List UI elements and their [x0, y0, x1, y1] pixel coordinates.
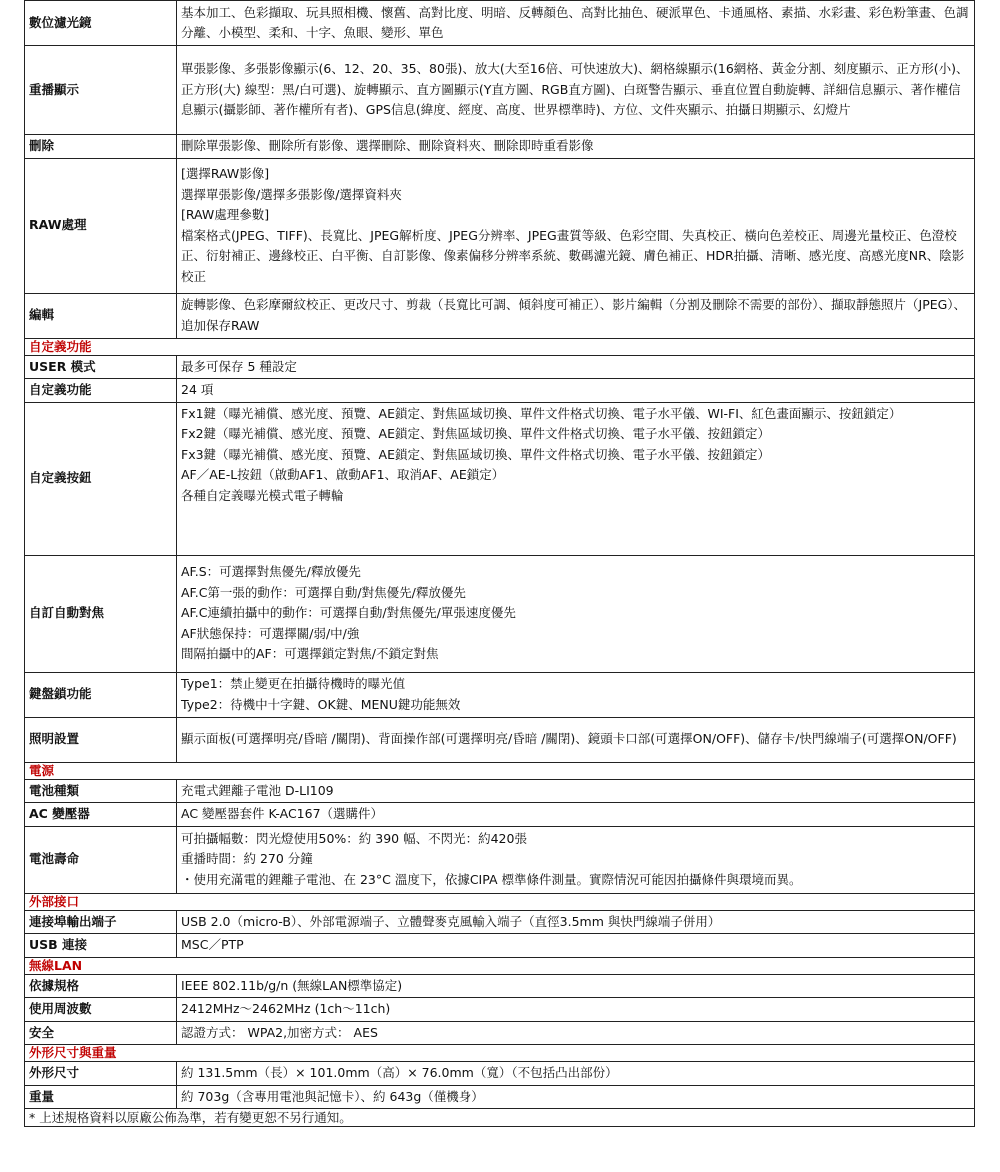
spec-label: 照明設置: [25, 717, 177, 762]
spec-label: 依據規格: [25, 974, 177, 998]
spec-value: [177, 1, 975, 46]
spec-value-line: 間隔拍攝中的AF：可選擇鎖定對焦/不鎖定對焦: [181, 646, 439, 662]
spec-row: [25, 135, 975, 159]
spec-row: [25, 1021, 975, 1045]
spec-value-line: 認證方式： WPA2,加密方式： AES: [181, 1024, 378, 1040]
spec-value-line: 24 項: [181, 382, 214, 397]
spec-value: [177, 826, 975, 893]
spec-value: [177, 46, 975, 135]
section-heading-row: [25, 762, 975, 779]
spec-row: [25, 555, 975, 672]
spec-value-line: 最多可保存 5 種設定: [181, 358, 297, 374]
spec-row: [25, 46, 975, 135]
spec-label: 數位濾光鏡: [25, 1, 177, 46]
section-heading-row: [25, 1045, 975, 1062]
spec-value-line: Type1：禁止變更在拍攝待機時的曝光值: [181, 676, 406, 691]
spec-value-line: Fx2鍵（曝光補償、感光度、預覽、AE鎖定、對焦區域切換、單件文件格式切換、電子水平儀、按鈕鎖定）: [181, 426, 770, 441]
spec-value-line: AC 變壓器套件 K-AC167（選購件）: [181, 806, 384, 821]
spec-label: USB 連接: [25, 934, 177, 958]
spec-row: [25, 910, 975, 934]
spec-label: 電池壽命: [25, 826, 177, 893]
spec-value: [177, 355, 975, 379]
spec-value: [177, 158, 975, 293]
spec-label: 重量: [25, 1085, 177, 1109]
spec-value: [177, 717, 975, 762]
spec-value-line: [RAW處理參數]: [181, 207, 270, 222]
spec-value-line: 重播時間：約 270 分鐘: [181, 851, 313, 867]
spec-table: [24, 0, 975, 1127]
spec-value-line: AF.S：可選擇對焦優先/釋放優先: [181, 564, 361, 580]
spec-row: [25, 293, 975, 338]
section-heading-row: [25, 338, 975, 355]
spec-value: [177, 1062, 975, 1086]
spec-value-line: 可拍攝幅數：閃光燈使用50%：約 390 幅、不閃光：約420張: [181, 830, 527, 846]
spec-value: [177, 1021, 975, 1045]
spec-row: [25, 1, 975, 46]
spec-value: [177, 974, 975, 998]
spec-row: [25, 355, 975, 379]
spec-value-line: 旋轉影像、色彩摩爾紋校正、更改尺寸、剪裁（長寬比可調、傾斜度可補正）、影片編輯（分割及刪除不需要的部份）、擷取靜態照片（JPEG）、追加保存RAW: [181, 297, 967, 333]
spec-row: [25, 1062, 975, 1086]
section-heading-row: [25, 957, 975, 974]
spec-label: 電池種類: [25, 779, 177, 803]
spec-row: [25, 158, 975, 293]
footnote: * 上述規格資料以原廠公佈為準，若有變更恕不另行通知。: [25, 1109, 975, 1127]
spec-value-line: 顯示面板(可選擇明亮/昏暗 /關閉)、背面操作部(可選擇明亮/昏暗 /關閉)、鏡頭卡口部(可選擇ON/OFF)、儲存卡/快門線端子(可選擇ON/OFF): [181, 731, 957, 747]
spec-value-line: 基本加工、色彩擷取、玩具照相機、懷舊、高對比度、明暗、反轉顏色、高對比抽色、硬派單色、卡通風格、素描、水彩畫、彩色粉筆畫、色調分離、小模型、柔和、十字、魚眼、變形、單色: [181, 4, 969, 40]
spec-table-body: [25, 1, 975, 1127]
spec-value: [177, 135, 975, 159]
section-heading: 外部接口: [25, 893, 975, 910]
spec-label: 自訂自動對焦: [25, 555, 177, 672]
spec-label: 自定義功能: [25, 379, 177, 403]
spec-value-line: 約 703g（含專用電池與記憶卡）、約 643g（僅機身）: [181, 1088, 484, 1104]
spec-value-line: 選擇單張影像/選擇多張影像/選擇資料夾: [181, 186, 402, 202]
section-heading: 外形尺寸與重量: [25, 1045, 975, 1062]
spec-value-line: AF／AE-L按鈕（啟動AF1、啟動AF1、取消AF、AE鎖定）: [181, 467, 505, 482]
spec-row: [25, 974, 975, 998]
spec-label: AC 變壓器: [25, 803, 177, 827]
spec-value: [177, 998, 975, 1022]
spec-value: [177, 779, 975, 803]
spec-label: 自定義按鈕: [25, 402, 177, 555]
spec-value-line: AF狀態保持：可選擇關/弱/中/強: [181, 625, 360, 641]
spec-value-line: 刪除單張影像、刪除所有影像、選擇刪除、刪除資料夾、刪除即時重看影像: [181, 138, 594, 153]
spec-value-line: Type2：待機中十字鍵、OK鍵、MENU鍵功能無效: [181, 696, 461, 712]
section-heading: 無線LAN: [25, 957, 975, 974]
spec-label: 使用周波數: [25, 998, 177, 1022]
spec-row: [25, 1085, 975, 1109]
spec-value: [177, 672, 975, 717]
spec-row: [25, 779, 975, 803]
spec-value: [177, 803, 975, 827]
spec-value-line: 檔案格式(JPEG、TIFF)、長寬比、JPEG解析度、JPEG分辨率、JPEG畫質等級、色彩空間、失真校正、橫向色差校正、周邊光量校正、色澄校正、衍射補正、邊緣校正、白平衡、自訂影像、像素偏移分辨率系統、數碼濾光鏡、膚色補正、HDR拍攝、清晰、感光度、高感光度NR、陰影校正: [181, 227, 965, 284]
spec-row: [25, 934, 975, 958]
spec-label: 編輯: [25, 293, 177, 338]
spec-label: RAW處理: [25, 158, 177, 293]
spec-value: [177, 402, 975, 555]
spec-value-line: 單張影像、多張影像顯示(6、12、20、35、80張)、放大(大至16倍、可快速放大)、網格線顯示(16網格、黃金分割、刻度顯示、正方形(小)、正方形(大) 線型：黑/白可選)、旋轉顯示、直方圖顯示(Y直方圖、RGB直方圖)、白斑警告顯示、垂直位置自動旋轉、詳細信息顯示、著作權信息顯示(攝影師、著作權所有者)、GPS信息(緯度、經度、高度、世界標準時)、方位、文件夾顯示、拍攝日期顯示、幻燈片: [181, 61, 969, 118]
spec-value-line: MSC／PTP: [181, 937, 244, 952]
spec-label: 連接埠輸出端子: [25, 910, 177, 934]
spec-value-line: Fx1鍵（曝光補償、感光度、預覽、AE鎖定、對焦區域切換、單件文件格式切換、電子水平儀、WI-FI、紅色畫面顯示、按鈕鎖定）: [181, 405, 902, 421]
spec-row: [25, 379, 975, 403]
spec-label: USER 模式: [25, 355, 177, 379]
spec-value-line: AF.C第一張的動作：可選擇自動/對焦優先/釋放優先: [181, 584, 466, 600]
spec-row: [25, 803, 975, 827]
spec-label: 安全: [25, 1021, 177, 1045]
spec-value-line: 約 131.5mm（長）× 101.0mm（高）× 76.0mm（寬）（不包括凸出部份）: [181, 1065, 618, 1080]
spec-value: [177, 1085, 975, 1109]
spec-value: [177, 910, 975, 934]
spec-row: [25, 402, 975, 555]
spec-row: [25, 717, 975, 762]
spec-value: [177, 555, 975, 672]
spec-label: 刪除: [25, 135, 177, 159]
spec-value: [177, 293, 975, 338]
section-heading-row: [25, 893, 975, 910]
spec-value-line: Fx3鍵（曝光補償、感光度、預覽、AE鎖定、對焦區域切換、單件文件格式切換、電子水平儀、按鈕鎖定）: [181, 446, 770, 462]
spec-value-line: IEEE 802.11b/g/n (無線LAN標準協定): [181, 977, 403, 993]
spec-row: [25, 672, 975, 717]
spec-label: 鍵盤鎖功能: [25, 672, 177, 717]
spec-row: [25, 826, 975, 893]
footnote-row: [25, 1109, 975, 1127]
spec-value-line: [選擇RAW影像]: [181, 166, 270, 181]
spec-value-line: USB 2.0（micro-B）、外部電源端子、立體聲麥克風輸入端子（直徑3.5mm 與快門線端子併用）: [181, 913, 721, 929]
spec-value-line: 2412MHz～2462MHz (1ch～11ch): [181, 1001, 391, 1016]
spec-value-line: 各種自定義曝光模式電子轉輪: [181, 487, 344, 503]
spec-label: 外形尺寸: [25, 1062, 177, 1086]
spec-value-line: ・使用充滿電的鋰離子電池、在 23°C 溫度下，依據CIPA 標準條件測量。實際情況可能因拍攝條件與環境而異。: [181, 871, 802, 887]
spec-value-line: AF.C連續拍攝中的動作：可選擇自動/對焦優先/單張速度優先: [181, 605, 516, 621]
spec-value-line: 充電式鋰離子電池 D-LI109: [181, 782, 334, 798]
spec-value: [177, 379, 975, 403]
spec-row: [25, 998, 975, 1022]
section-heading: 電源: [25, 762, 975, 779]
spec-label: 重播顯示: [25, 46, 177, 135]
section-heading: 自定義功能: [25, 338, 975, 355]
spec-value: [177, 934, 975, 958]
